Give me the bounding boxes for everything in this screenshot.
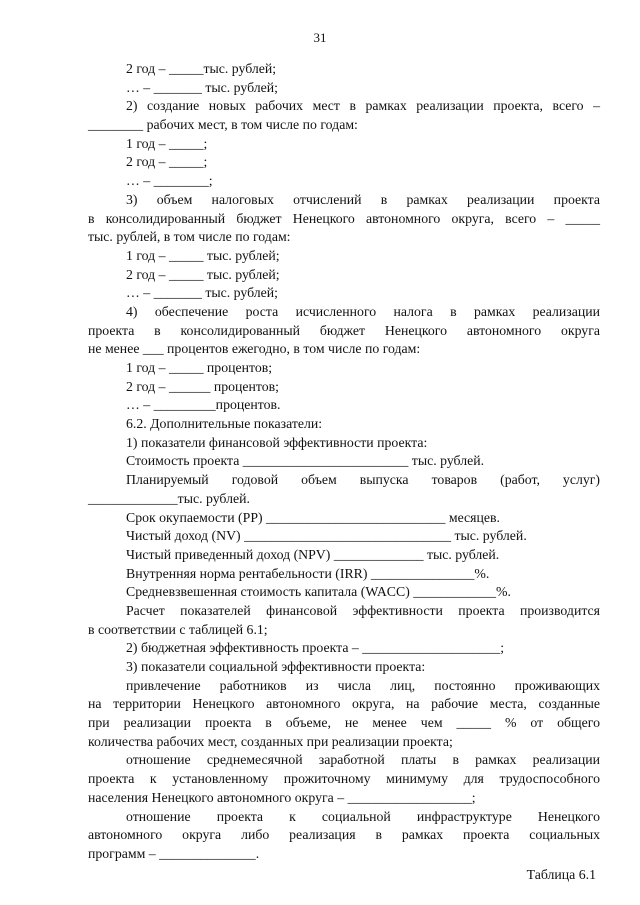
text-line: в соответствии с таблицей 6.1; [88,621,268,637]
text-line: 3) объем налоговых отчислений в рамках реализации проекта [126,191,600,207]
text-line: населения Ненецкого автономного округа – __________________; [88,789,476,805]
document-body [88,60,600,884]
text-line: не менее ___ процентов ежегодно, в том числе по годам: [88,341,421,357]
text-line: 2 год – _____ тыс. рублей; [126,266,280,282]
text-line: отношение проекта к социальной инфраструктуре Ненецкого [126,808,600,824]
text-line: 1) показатели финансовой эффективности проекта: [126,434,428,450]
text-line: автономного округа либо реализация в рамках проекта социальных [88,827,600,843]
text-line: Чистый доход (NV) ______________________________ тыс. рублей. [126,528,527,544]
text-line: количества рабочих мест, созданных при реализации проекта; [88,733,453,749]
text-line: 1 год – _____ тыс. рублей; [126,247,280,263]
text-line: при реализации проекта в объеме, не менее чем _____ % от общего [88,715,600,731]
text-line: проекта в консолидированный бюджет Ненецкого автономного округа [88,322,600,338]
text-line: _____________тыс. рублей. [88,490,250,506]
page-number: 31 [313,30,327,45]
text-line: … – _______ тыс. рублей; [126,285,278,301]
text-line: Средневзвешенная стоимость капитала (WACC) ____________%. [126,584,511,600]
text-line: … – _______ тыс. рублей; [126,79,278,95]
text-line: отношение среднемесячной заработной платы в рамках реализации [126,752,600,768]
text-line: Внутренняя норма рентабельности (IRR) _______________%. [126,565,490,581]
text-line: Срок окупаемости (PP) __________________________ месяцев. [126,509,500,525]
section-heading: 6.2. Дополнительные показатели: [126,416,323,432]
table-caption: Таблица 6.1 [526,866,596,882]
text-line: 4) обеспечение роста исчисленного налога в рамках реализации [126,303,600,319]
text-line: 3) показатели социальной эффективности проекта: [126,659,426,674]
text-line: 2 год – ______ процентов; [126,378,279,394]
text-line: Чистый приведенный доход (NPV) _____________ тыс. рублей. [126,546,500,562]
text-line: проекта к установленному прожиточному минимуму для трудоспособного [88,771,600,787]
text-line: ________ рабочих мест, в том числе по годам: [88,117,358,133]
text-line: 1 год – _____ процентов; [126,360,273,375]
text-line: тыс. рублей, в том числе по годам: [88,229,291,245]
text-line: … – ________; [126,173,213,189]
text-line: на территории Ненецкого автономного округа, на рабочие места, созданные [88,696,600,712]
text-line: в консолидированный бюджет Ненецкого автономного округа, всего – _____ [88,210,600,226]
text-line: Планируемый годовой объем выпуска товаров (работ, услуг) [126,472,600,488]
text-line: 1 год – _____; [126,135,208,151]
text-line: 2) бюджетная эффективность проекта – ____________________; [126,640,505,656]
text-line: 2 год – _____тыс. рублей; [126,61,277,76]
text-line: Расчет показателей финансовой эффективности проекта производится [126,602,600,618]
text-line: … – _________процентов. [126,397,281,413]
text-line: 2) создание новых рабочих мест в рамках реализации проекта, всего – [126,98,600,114]
text-line: 2 год – _____; [126,154,208,170]
text-line: привлечение работников из числа лиц, постоянно проживающих [126,677,600,693]
text-line: программ – ______________. [88,845,260,861]
text-line: Стоимость проекта ________________________ тыс. рублей. [126,453,485,469]
